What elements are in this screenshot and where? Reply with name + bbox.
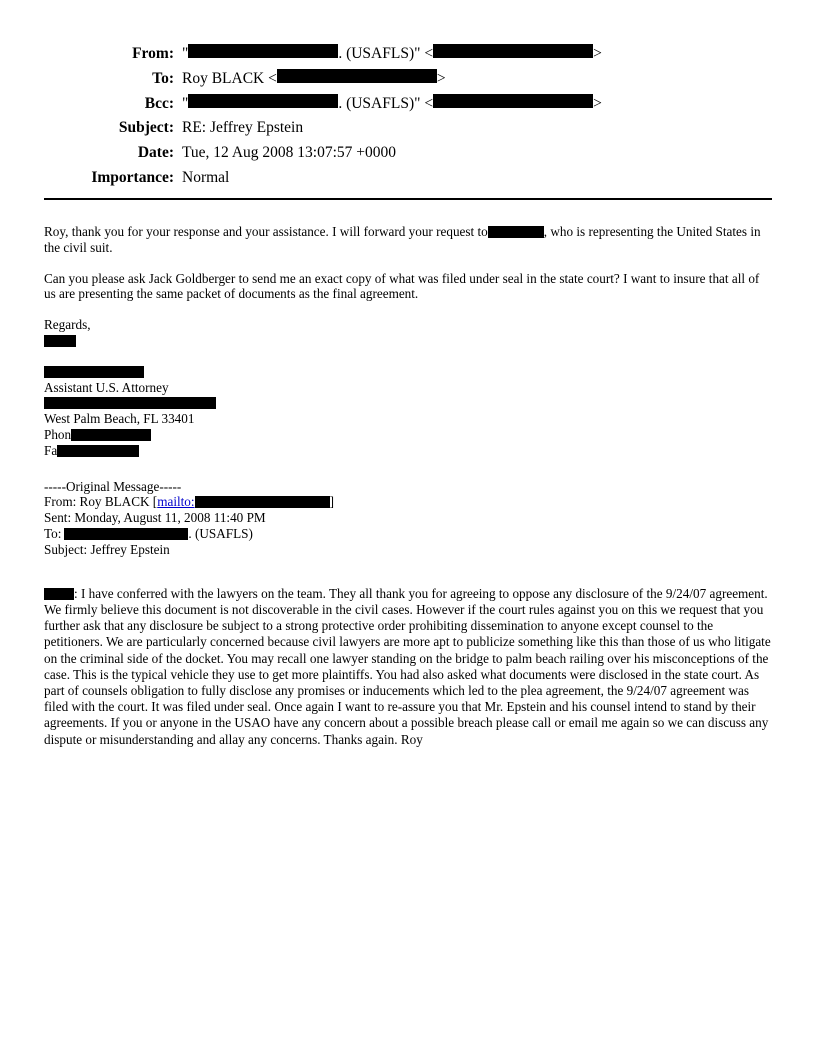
email-body [44, 224, 772, 761]
original-from-label: From: Roy BLACK [ [44, 494, 158, 510]
signature-name-redaction-line [44, 333, 772, 349]
redaction-block [64, 528, 188, 540]
header-row-from [44, 44, 772, 66]
original-sent-line: Sent: Monday, August 11, 2008 11:40 PM [44, 510, 266, 526]
redaction-block [433, 44, 593, 58]
spacer [44, 459, 772, 479]
redaction-block [44, 588, 74, 600]
bcc-bracket-close: > [593, 95, 602, 112]
redaction-block [195, 496, 330, 508]
redaction-block [44, 366, 144, 378]
to-bracket-close: > [436, 70, 446, 87]
from-quote-open: " [182, 45, 189, 62]
original-subject-line: Subject: Jeffrey Epstein [44, 541, 170, 557]
original-from-close: ] [329, 494, 334, 510]
header-row-date [44, 144, 772, 166]
original-message-divider: -----Original Message----- [44, 478, 182, 494]
signoff-line: Regards, [44, 317, 91, 333]
message-text: : I have conferred with the lawyers on the team. They all thank you for agreeing to oppose any disclosure of the 9/24/07 agreement. We firmly believe this document is not discoverable in the civil cases. However if the court rules against you on this we request that you further ask that any disclosure be subject to a strong protective order prohibiting dissemination to anyone except counsel to the petitioners. We are particularly concerned because civil lawyers are more apt to publicize something like this than those of us who litigate on the criminal side of the docket. You may recall one lawyer standing on the bridge to palm beach railing over his misconceptions of the case. This is the typical vehicle they use to get more plaintiffs. You had also asked what documents were disclosed in the state court. As part of counsels obligation to fully disclose any promises or inducements which led to the plea agreement, the 9/24/07 agreement was filed with the court. It was filed under seal. Once again I want to re-assure you that Mr. Epstein and his counsel intend to stand by their agreements. If you or anyone in the USAO have any concern about a possible breach please call or email me again so we can discuss any dispute or misunderstanding and allay any concerns. Thanks again. Roy [44, 585, 771, 747]
signature-city-state-zip: West Palm Beach, FL 33401 [44, 411, 195, 427]
header-row-importance [44, 169, 772, 191]
original-to-suffix: . (USAFLS) [188, 525, 253, 541]
redaction-block [277, 69, 437, 83]
fax-label: Fa [44, 442, 58, 458]
to-label: To: [152, 70, 174, 87]
date-label: Date: [137, 144, 174, 161]
redaction-block [488, 226, 544, 238]
redaction-block [71, 429, 151, 441]
original-from-line [44, 494, 772, 510]
signature-address-redaction-line [44, 395, 772, 411]
header-row-subject [44, 119, 772, 141]
bcc-name-suffix: . (USAFLS)" < [338, 95, 434, 112]
signature-fullname-redaction-line [44, 364, 772, 380]
original-message-block [44, 479, 772, 558]
bcc-value [182, 94, 772, 113]
subject-value: RE: Jeffrey Epstein [182, 119, 304, 136]
to-value [182, 69, 772, 88]
body-paragraph-2: Can you please ask Jack Goldberger to send me an exact copy of what was filed under seal in the state court? I want to insure that all of us are presenting the same packet of documents as the final agreement. [44, 270, 760, 302]
redaction-block [57, 445, 139, 457]
header-divider [44, 198, 772, 200]
to-recipient-name: Roy BLACK < [182, 70, 277, 87]
bcc-quote-open: " [182, 95, 189, 112]
redaction-block [433, 94, 593, 108]
from-label: From: [132, 45, 174, 62]
mailto-link[interactable]: mailto: [157, 494, 195, 510]
phone-label: Phon [44, 426, 72, 442]
from-bracket-close: > [593, 45, 602, 62]
importance-label: Importance: [91, 169, 174, 186]
original-to-line [44, 526, 772, 542]
bcc-label: Bcc: [144, 95, 174, 112]
header-row-bcc [44, 94, 772, 116]
paragraph-1-text-b: , who is representing the United States in the civil suit. [44, 224, 761, 255]
redaction-block [188, 44, 338, 58]
body-paragraph-1 [44, 224, 772, 256]
original-message-text [44, 586, 772, 748]
redaction-block [44, 335, 76, 347]
date-value: Tue, 12 Aug 2008 13:07:57 +0000 [182, 144, 396, 161]
subject-label: Subject: [118, 119, 174, 136]
from-name-suffix: . (USAFLS)" < [338, 45, 434, 62]
paragraph-1-text-a: Roy, thank you for your response and your assistance. I will forward your request to [44, 224, 488, 239]
email-header [44, 44, 772, 194]
spacer [44, 558, 772, 573]
signature-title: Assistant U.S. Attorney [44, 379, 169, 395]
original-to-label: To: [44, 525, 62, 541]
signature-fax-line [44, 443, 772, 459]
from-value [182, 44, 772, 63]
header-row-to [44, 69, 772, 91]
signature-phone-line [44, 427, 772, 443]
redaction-block [188, 94, 338, 108]
importance-value: Normal [182, 169, 230, 186]
redaction-block [44, 397, 216, 409]
spacer [44, 349, 772, 364]
